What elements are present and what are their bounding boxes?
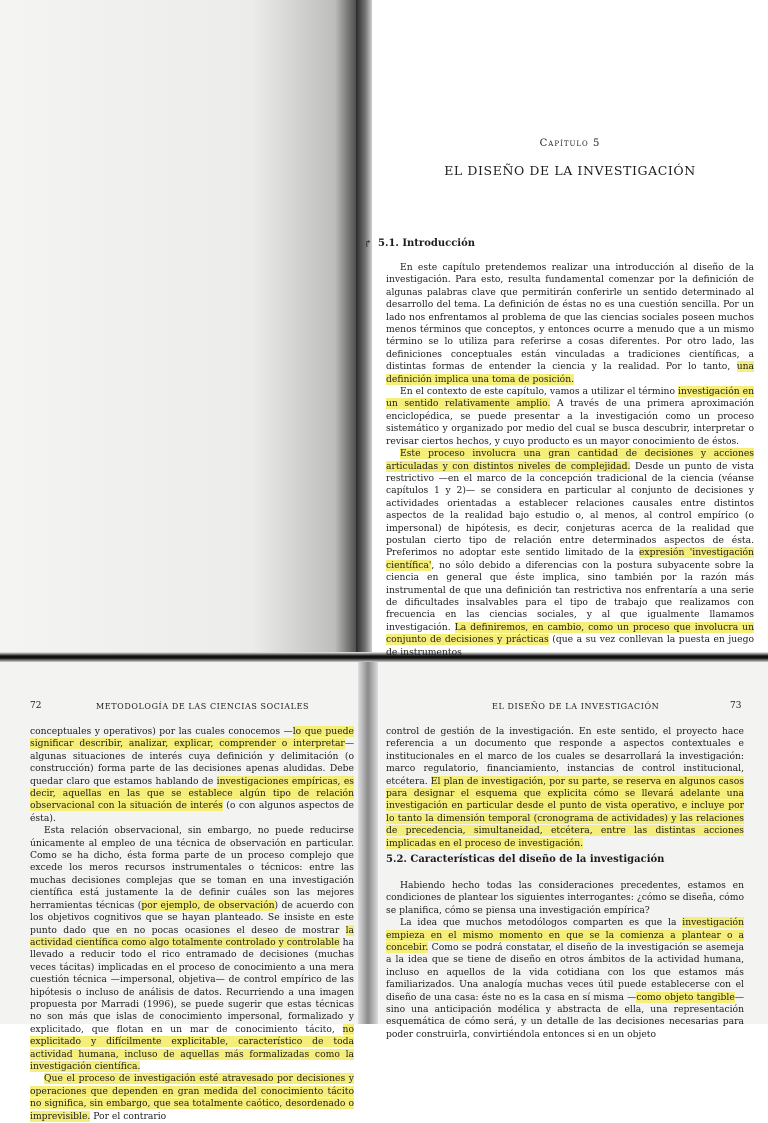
highlighted-text: la actividad científica como algo totalmente controlado y controlable — [30, 924, 354, 948]
paragraph — [386, 726, 744, 850]
text-run: Por el contrario — [90, 1110, 167, 1122]
highlighted-text: como objeto tangible — [636, 991, 735, 1003]
paragraph — [386, 448, 754, 659]
running-head-left: METODOLOGÍA DE LAS CIENCIAS SOCIALES — [96, 702, 310, 711]
right-page-section-text — [386, 880, 744, 1041]
highlighted-text: Que el proceso de investigación esté atravesado por decisiones y operaciones que dependen en gran medida del conocimiento tácito no significa, sin embargo, que sea totalmente caótico, desordenado o imprevisible. — [30, 1073, 354, 1122]
text-run: ) de acuerdo con los objetivos cognitivos que se hayan planteado. Se insiste en este punto dado que en no pocas ocasiones el deseo de mostrar — [30, 899, 354, 936]
text-run: control de gestión de la investigación. En este sentido, el proyecto hace referencia a un documento que responde a aspectos contextuales e institucionales en el marco de los cuales se desarrollará la investigación: marco regulatorio, financiamiento, instancias de control institucional, etcétera. — [386, 726, 744, 787]
text-run: (o con algunos aspectos de ésta). — [30, 800, 354, 824]
highlighted-text: expresión 'investigación científica' — [386, 547, 754, 571]
highlighted-text: no explicitado y difícilmente explicitable, característico de toda actividad humana, incluso de aquellas más formalizadas como la investigación científica. — [30, 1023, 354, 1072]
margin-pen-mark: ↱ — [364, 239, 373, 250]
highlighted-text: una definición implica una toma de posición. — [386, 361, 754, 385]
text-run: conceptuales y operativos) por las cuales conocemos — — [30, 726, 293, 737]
paragraph — [30, 1073, 354, 1123]
text-run: En el contexto de este capítulo, vamos a utilizar el término — [400, 386, 678, 398]
paragraph — [386, 262, 754, 386]
paragraph — [386, 917, 744, 1041]
text-run: ha llevado a reducir todo el rico entramado de decisiones (muchas veces tácitas) implicadas en el proceso de conocimiento a una mera cuestión técnica —impersonal, objetiva— de control empírico de las hipótesis o incluso de análisis de datos. Recurriendo a una imagen propuesta por Marradi (1996), se puede sugerir que estas técnicas no son más que islas de conocimiento impersonal, formalizado y explicitado, que flotan en un mar de conocimiento tácito, — [30, 936, 354, 1035]
highlighted-text: El plan de investigación, por su parte, se reserva en algunos casos para designar el esquema que explicita cómo se llevará adelante una investigación en particular desde el punto de vista operativo, e incluye por lo tanto la dimensión temporal (cronograma de actividades) y las relaciones de precedencia, simultaneidad, etcétera, entre las distintas acciones implicadas en el proceso de investigación. — [386, 775, 744, 849]
text-run: — sino una anticipación modélica y abstracta de ella, una representación esquemática de cómo será, y un detalle de las decisiones necesarias para poder construirla, convirtiéndola entonces si en un objeto — [386, 991, 744, 1040]
highlighted-text: lo que puede significar describir, analizar, explicar, comprender o interpretar — [30, 726, 354, 750]
text-run: Desde un punto de vista restrictivo —en el marco de la concepción tradicional de la ciencia (véanse capítulos 1 y 2)— se considera en particular al conjunto de decisiones y actividades orientadas a establecer relaciones causales entre distintos aspectos de la realidad bajo estudio o, al menos, al control empírico (o impersonal) de hipótesis, es decir, conjeturas acerca de la realidad que postulan cierto tipo de relación entre determinados aspectos de ésta. Preferimos no adoptar este sentido limitado de la — [386, 460, 754, 559]
text-run: — algunas situaciones de interés cuya definición y delimitación (o construcción) forma parte de las decisiones apenas aludidas. Debe quedar claro que estamos hablando de — [30, 738, 354, 787]
paragraph — [386, 880, 744, 917]
left-page-edge-shadow — [0, 0, 360, 660]
chapter-label: Capítulo 5 — [539, 138, 601, 149]
chapter-title: EL DISEÑO DE LA INVESTIGACIÓN — [444, 163, 696, 178]
section-title-introduccion: 5.1. Introducción — [378, 238, 476, 249]
section-title-caracteristicas: 5.2. Características del diseño de la investigación — [386, 854, 665, 865]
book-gutter-shadow — [356, 0, 372, 660]
chapter-body-text — [386, 262, 754, 659]
left-page-body-text — [30, 726, 354, 1123]
text-run: La idea que muchos metodólogos comparten es que la — [400, 917, 683, 929]
highlighted-text: investigaciones empíricas, es decir, aquellas en las que se establece algún tipo de relación observacional con la situación de interés — [30, 775, 354, 812]
chapter-heading — [390, 138, 750, 178]
text-run: Habiendo hecho todas las consideraciones precedentes, estamos en condiciones de plantear los siguientes interrogantes: ¿cómo se diseña, cómo se planifica, cómo se piensa una investigación empírica? — [386, 880, 744, 916]
text-run: A través de una primera aproximación enciclopédica, se puede presentar a la investigación como un proceso sistemático y organizado por medio del cual se busca descubrir, interpretar o revisar ciertos hechos, y cuyo producto es un mayor conocimiento de éstos. — [386, 398, 755, 447]
highlighted-text: La definiremos, en cambio, como un proceso que involucra un conjunto de decisiones y prácticas — [386, 621, 754, 646]
paragraph — [386, 386, 754, 448]
page-number-left: 72 — [30, 701, 42, 711]
highlighted-text: Este proceso involucra una gran cantidad de decisiones y acciones articuladas y con distintos niveles de complejidad. — [386, 448, 754, 472]
right-page-body-text — [386, 726, 744, 850]
highlighted-text: investigación empieza en el mismo momento en que se la comienza a plantear o a concebir. — [386, 917, 744, 954]
text-run: (que a su vez conllevan la puesta en juego de instrumentos — [386, 634, 754, 658]
book-gutter-shadow-lower — [358, 662, 378, 1024]
text-run: Como se podrá constatar, el diseño de la investigación se asemeja a la idea que se tiene de diseño en otros ámbitos de la actividad humana, incluso en aquellos de la vida cotidiana con los que estamos más familiarizados. Una analogía muchas veces útil puede establecerse con el diseño de una casa: éste no es la casa en sí misma — — [386, 942, 744, 1003]
paragraph — [30, 726, 354, 825]
page-number-right: 73 — [730, 701, 742, 711]
highlighted-text: por ejemplo, de observación — [141, 899, 275, 911]
highlighted-text: investigación en un sentido relativamente amplio. — [386, 386, 755, 410]
text-run: Esta relación observacional, sin embargo, no puede reducirse únicamente al empleo de una técnica de observación en particular. Como se ha dicho, ésta forma parte de un proceso complejo que excede los meros recursos instrumentales o técnicos: entre las muchas decisiones complejas que se toman en una investigación científica está justamente la de definir cuáles son las mejores herramientas técnicas ( — [30, 825, 354, 911]
text-run: , no sólo debido a diferencias con la postura subyacente sobre la ciencia en general que éste implica, sino también por la razón más instrumental de que una definición tan restrictiva nos enfrentaría a una serie de dificultades insalvables para el tipo de trabajo que realizamos con frecuencia en las ciencias sociales, y al que igualmente llamamos investigación. — [386, 559, 754, 633]
paragraph — [30, 825, 354, 1073]
running-head-right: EL DISEÑO DE LA INVESTIGACIÓN — [492, 702, 660, 711]
text-run: En este capítulo pretendemos realizar una introducción al diseño de la investigación. Para esto, resulta fundamental comenzar por la definición de algunas palabras clave que permitirán conferirle un sentido determinado al desarrollo del tema. La definición de éstas no es una cuestión sencilla. Por un lado nos enfrentamos al problema de que las ciencias sociales poseen muchos menos términos que conceptos, y entonces ocurre a menudo que a un mismo término se lo utiliza para referirse a cosas diferentes. Por otro lado, las definiciones conceptuales están vinculadas a tradiciones científicas, a distintas formas de entender la ciencia y la realidad. Por lo tanto, — [386, 262, 754, 373]
